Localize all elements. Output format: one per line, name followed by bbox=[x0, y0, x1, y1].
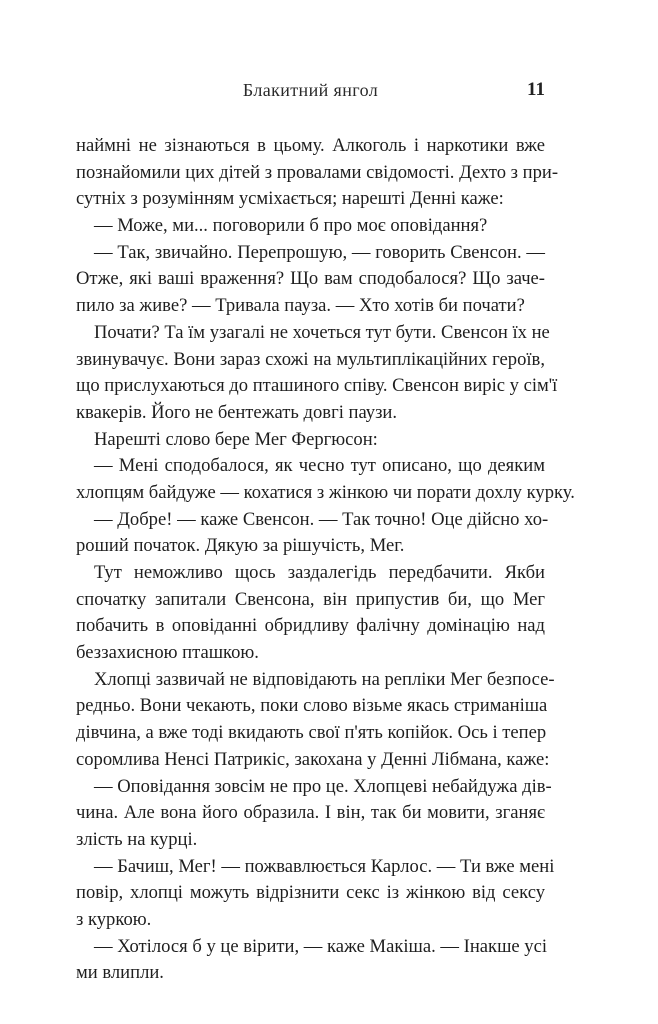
text-line: — Так, звичайно. Перепрошую, — говорить Свенсон. — bbox=[94, 241, 545, 263]
text-line: — Хотілося б у це вірити, — каже Макіша. — Інакше усі bbox=[94, 935, 548, 957]
text-line: соромлива Ненсі Патрикіс, закохана у Денні Лібмана, каже: bbox=[76, 748, 550, 770]
text-line: Отже, які ваші враження? Що вам сподобалося? Що заче- bbox=[76, 268, 545, 290]
text-line: — Мені сподобалося, як чесно тут описано, що деяким bbox=[94, 455, 545, 477]
text-line: — Оповідання зовсім не про це. Хлопцеві небайдужа дів- bbox=[94, 775, 552, 797]
text-line: Тут неможливо щось заздалегідь передбачити. Якби bbox=[94, 562, 545, 583]
text-line: — Може, ми... поговорили б про моє оповідання? bbox=[94, 215, 488, 237]
text-line: роший початок. Дякую за рішучість, Мег. bbox=[76, 535, 405, 557]
text-line: чина. Але вона його образила. І він, так би мовити, зганяє bbox=[76, 802, 545, 824]
text-line: злість на курці. bbox=[76, 828, 198, 850]
page-number: 11 bbox=[527, 79, 545, 100]
text-line: беззахисною пташкою. bbox=[76, 642, 259, 664]
text-line: редньо. Вони чекають, поки слово візьме якась стриманіша bbox=[76, 695, 548, 717]
text-line: ми влипли. bbox=[76, 962, 164, 984]
body-text bbox=[76, 133, 575, 987]
text-line: квакерів. Його не бентежать довгі паузи. bbox=[76, 401, 398, 423]
running-header bbox=[76, 78, 545, 102]
text-line: дівчина, а вже тоді вкидають свої п'ять копійок. Ось і тепер bbox=[76, 722, 547, 744]
text-line: хлопцям байдуже — кохатися з жінкою чи порати дохлу курку. bbox=[76, 481, 575, 503]
text-line: що прислухаються до пташиного співу. Свенсон виріс у сім'ї bbox=[76, 375, 558, 397]
text-line: звинувачує. Вони зараз схожі на мультиплікаційних героїв, bbox=[76, 348, 545, 370]
text-line: спочатку запитали Свенсона, він припустив би, що Мег bbox=[76, 588, 545, 610]
running-title: Блакитний янгол bbox=[242, 80, 379, 100]
text-line: — Добре! — каже Свенсон. — Так точно! Оце дійсно хо- bbox=[94, 508, 549, 530]
text-line: Нарешті слово бере Мег Фергюсон: bbox=[94, 428, 378, 450]
text-line: побачить в оповіданні обридливу фалічну домінацію над bbox=[76, 615, 545, 637]
text-line: познайомили цих дітей з провалами свідомості. Дехто з при- bbox=[76, 161, 559, 183]
text-line: повір, хлопці можуть відрізнити секс із жінкою від сексу bbox=[76, 882, 545, 904]
text-line: Почати? Та їм узагалі не хочеться тут бути. Свенсон їх не bbox=[94, 321, 550, 343]
text-line: з куркою. bbox=[76, 908, 152, 930]
text-line: сутніх з розумінням усміхається; нарешті Денні каже: bbox=[76, 188, 504, 210]
text-line: Хлопці зазвичай не відповідають на репліки Мег безпосе- bbox=[94, 668, 555, 690]
text-line: наймні не зізнаються в цьому. Алкоголь і наркотики вже bbox=[76, 135, 545, 156]
text-line: пило за живе? — Тривала пауза. — Хто хотів би почати? bbox=[76, 295, 525, 317]
text-line: — Бачиш, Мег! — пожвавлюється Карлос. — Ти вже мені bbox=[94, 855, 555, 877]
